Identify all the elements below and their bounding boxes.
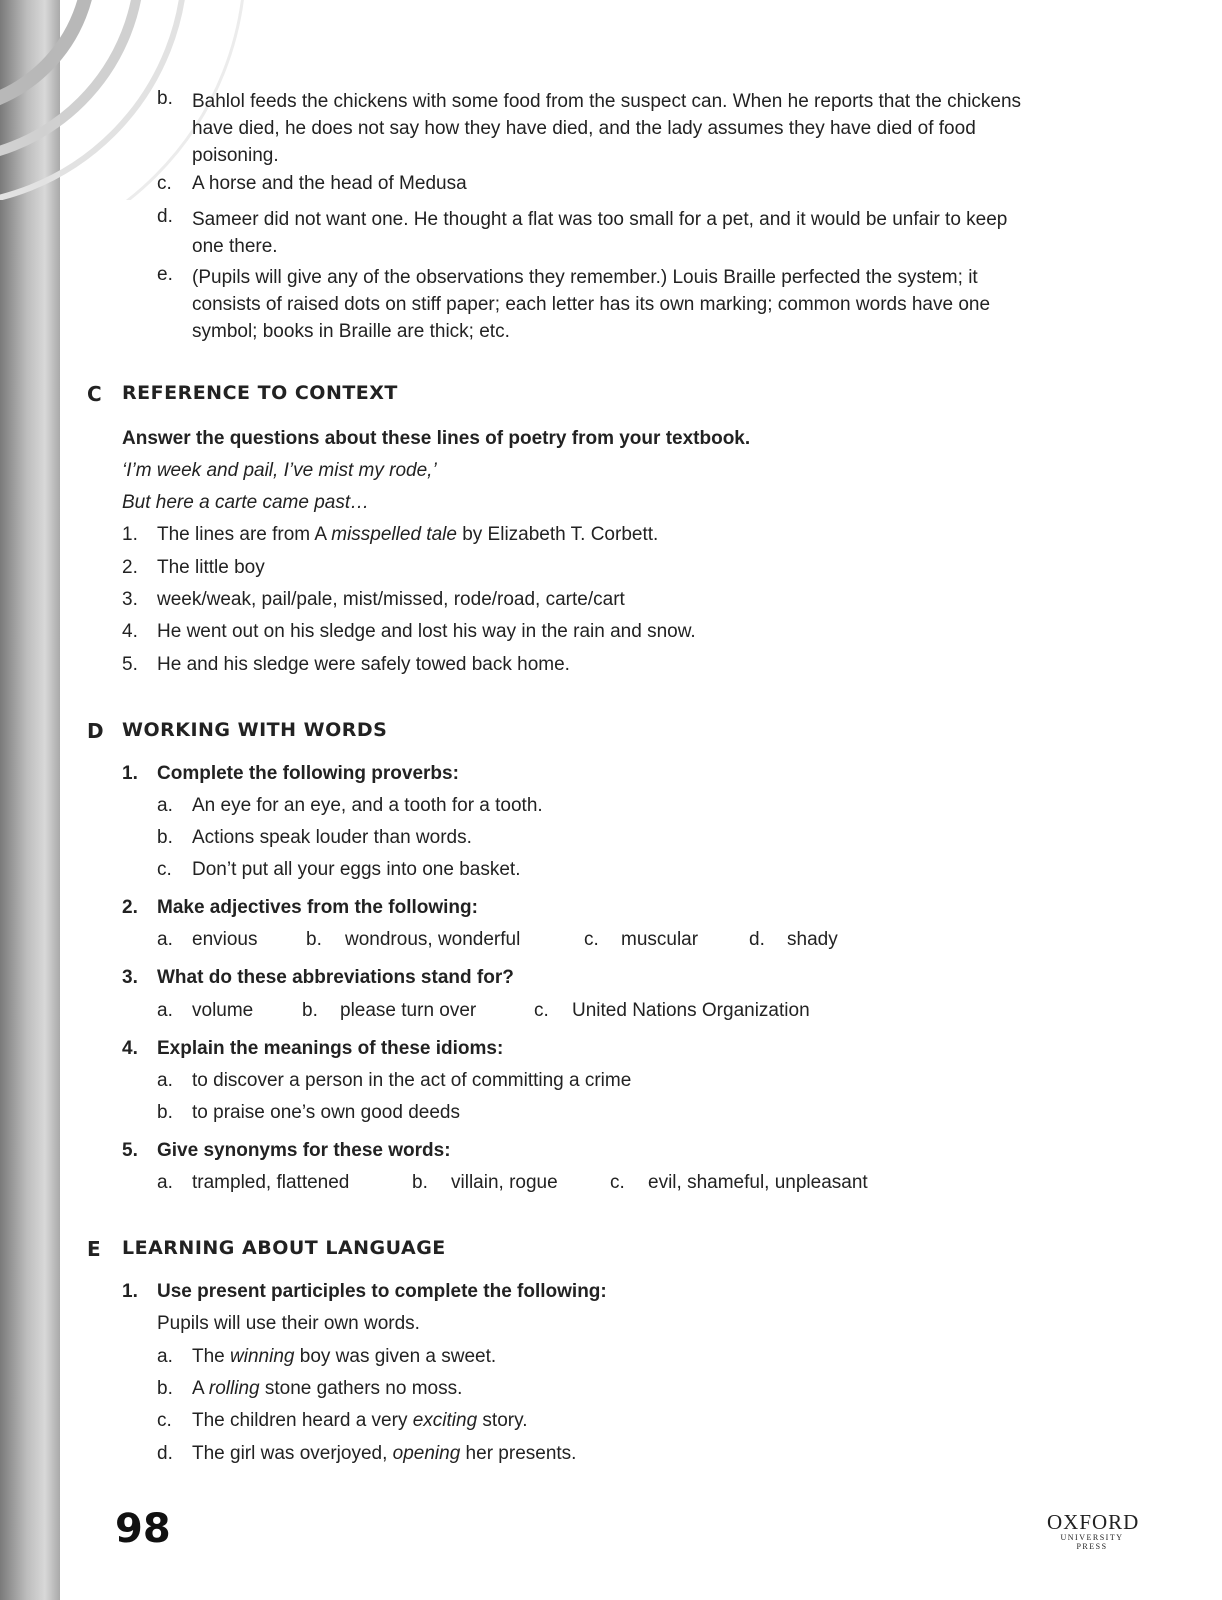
item-text: villain, rogue	[451, 1172, 558, 1193]
item-label: a.	[157, 929, 173, 950]
page-number: 98	[115, 1506, 171, 1552]
answer-line: (Pupils will give any of the observations they remember.) Louis Braille perfected the system; it	[192, 267, 978, 288]
section-title: REFERENCE TO CONTEXT	[122, 382, 398, 404]
answer-line: symbol; books in Braille are thick; etc.	[192, 321, 510, 342]
answer-text-part: by Elizabeth T. Corbett.	[456, 524, 659, 545]
question-prompt: Explain the meanings of these idioms:	[157, 1038, 504, 1059]
item-label: b.	[157, 1102, 173, 1123]
answer-label: e.	[157, 264, 173, 285]
item-text: evil, shameful, unpleasant	[648, 1172, 868, 1193]
item-text: wondrous, wonderful	[345, 929, 521, 950]
answer-line: one there.	[192, 236, 278, 257]
item-label: d.	[157, 1443, 173, 1464]
question-prompt: Give synonyms for these words:	[157, 1140, 451, 1161]
item-label: b.	[157, 1378, 173, 1399]
item-text: trampled, flattened	[192, 1172, 350, 1193]
poem-line: But here a carte came past…	[122, 492, 370, 513]
item-text: United Nations Organization	[572, 1000, 810, 1021]
participle: rolling	[208, 1378, 260, 1399]
answer-label: 4.	[122, 621, 138, 642]
item-label: b.	[157, 827, 173, 848]
participle: opening	[392, 1443, 461, 1464]
item-text-part: her presents.	[460, 1443, 577, 1464]
answer-label: 1.	[122, 524, 138, 545]
publisher-name: OXFORD	[1047, 1510, 1140, 1534]
answer-text: He went out on his sledge and lost his way in the rain and snow.	[157, 621, 696, 642]
item-text	[192, 1378, 462, 1400]
item-text: Actions speak louder than words.	[192, 827, 472, 848]
item-text: to praise one’s own good deeds	[192, 1102, 460, 1123]
section-letter: C	[87, 382, 102, 406]
question-prompt: What do these abbreviations stand for?	[157, 967, 514, 988]
question-number: 2.	[122, 897, 138, 918]
item-text-part: A	[192, 1378, 209, 1399]
item-label: c.	[610, 1172, 625, 1193]
item-label: a.	[157, 1070, 173, 1091]
item-label: b.	[412, 1172, 428, 1193]
answer-line: poisoning.	[192, 145, 279, 166]
item-text: please turn over	[340, 1000, 477, 1021]
publisher-logo	[1047, 1510, 1140, 1551]
question-prompt: Use present participles to complete the following:	[157, 1281, 607, 1302]
item-label: d.	[749, 929, 765, 950]
question-number: 1.	[122, 763, 138, 784]
answer-text	[157, 524, 658, 546]
item-label: c.	[584, 929, 599, 950]
section-letter: D	[87, 719, 104, 743]
question-prompt: Complete the following proverbs:	[157, 763, 459, 784]
item-text: An eye for an eye, and a tooth for a tooth.	[192, 795, 543, 816]
item-text-part: The girl was overjoyed,	[192, 1443, 393, 1464]
item-label: a.	[157, 795, 173, 816]
item-text: Don’t put all your eggs into one basket.	[192, 859, 521, 880]
answer-text: A horse and the head of Medusa	[192, 173, 467, 194]
answer-text-part: The lines are from A	[157, 524, 332, 545]
answer-text	[192, 88, 1021, 169]
answer-label: d.	[157, 206, 173, 227]
answer-line: have died, he does not say how they have died, and the lady assumes they have died of food	[192, 118, 976, 139]
item-label: c.	[534, 1000, 549, 1021]
item-label: b.	[302, 1000, 318, 1021]
book-title: misspelled tale	[331, 524, 457, 545]
question-prompt: Make adjectives from the following:	[157, 897, 478, 918]
item-text	[192, 1443, 576, 1465]
item-label: c.	[157, 1410, 172, 1431]
item-text	[192, 1346, 496, 1368]
answer-text: The little boy	[157, 557, 265, 578]
question-number: 1.	[122, 1281, 138, 1302]
item-text: envious	[192, 929, 258, 950]
participle: winning	[230, 1346, 295, 1367]
answer-text	[192, 206, 1007, 260]
participle: exciting	[412, 1410, 478, 1431]
item-text: shady	[787, 929, 838, 950]
answer-line: Sameer did not want one. He thought a flat was too small for a pet, and it would be unfair to keep	[192, 209, 1008, 230]
item-label: a.	[157, 1172, 173, 1193]
section-instruction: Answer the questions about these lines of poetry from your textbook.	[122, 428, 751, 449]
item-label: b.	[306, 929, 322, 950]
item-text-part: story.	[477, 1410, 528, 1431]
answer-text: week/weak, pail/pale, mist/missed, rode/road, carte/cart	[157, 589, 625, 610]
answer-label: 2.	[122, 557, 138, 578]
item-text-part: boy was given a sweet.	[294, 1346, 497, 1367]
section-title: WORKING WITH WORDS	[122, 719, 388, 741]
item-text-part: stone gathers no moss.	[259, 1378, 463, 1399]
item-text	[192, 1410, 527, 1432]
item-label: c.	[157, 859, 172, 880]
item-text-part: The	[192, 1346, 231, 1367]
item-text: to discover a person in the act of committing a crime	[192, 1070, 632, 1091]
section-letter: E	[87, 1237, 101, 1261]
answer-label: 5.	[122, 654, 138, 675]
section-title: LEARNING ABOUT LANGUAGE	[122, 1237, 446, 1259]
answer-label: 3.	[122, 589, 138, 610]
answer-text	[192, 264, 990, 345]
answer-line: Bahlol feeds the chickens with some food from the suspect can. When he reports that the chickens	[192, 91, 1022, 112]
question-number: 5.	[122, 1140, 138, 1161]
question-note: Pupils will use their own words.	[157, 1313, 420, 1334]
answer-line: consists of raised dots on stiff paper; each letter has its own marking; common words have one	[192, 294, 991, 315]
question-number: 3.	[122, 967, 138, 988]
answer-label: b.	[157, 88, 173, 109]
answer-text: He and his sledge were safely towed back home.	[157, 654, 570, 675]
item-label: a.	[157, 1346, 173, 1367]
question-number: 4.	[122, 1038, 138, 1059]
item-text: muscular	[621, 929, 699, 950]
item-text-part: The children heard a very	[192, 1410, 413, 1431]
item-text: volume	[192, 1000, 254, 1021]
poem-line: ‘I’m week and pail, I’ve mist my rode,’	[122, 460, 437, 481]
publisher-sub: UNIVERSITY PRESS	[1060, 1533, 1124, 1551]
answer-label: c.	[157, 173, 172, 194]
item-label: a.	[157, 1000, 173, 1021]
